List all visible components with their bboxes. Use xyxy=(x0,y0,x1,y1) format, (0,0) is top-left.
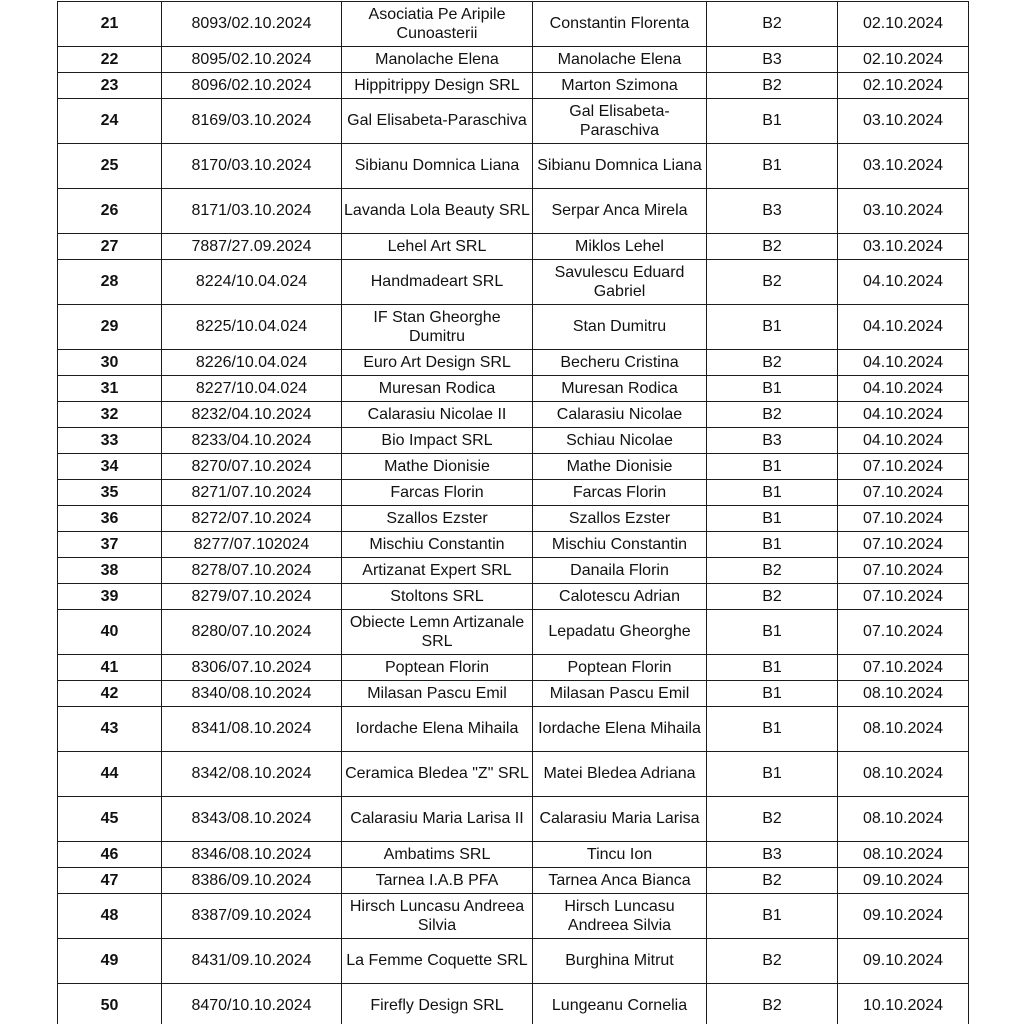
row-number: 43 xyxy=(58,707,162,752)
date: 09.10.2024 xyxy=(838,868,969,894)
person-name: Tarnea Anca Bianca xyxy=(533,868,707,894)
date: 03.10.2024 xyxy=(838,99,969,144)
category: B1 xyxy=(707,610,838,655)
registration-number: 8224/10.04.024 xyxy=(162,260,342,305)
registration-number: 8169/03.10.2024 xyxy=(162,99,342,144)
table-row xyxy=(58,868,969,894)
registration-number: 8170/03.10.2024 xyxy=(162,144,342,189)
entity-name: Handmadeart SRL xyxy=(342,260,533,305)
table-row xyxy=(58,480,969,506)
date: 07.10.2024 xyxy=(838,506,969,532)
row-number: 25 xyxy=(58,144,162,189)
table-row xyxy=(58,681,969,707)
table-row xyxy=(58,402,969,428)
table-row xyxy=(58,73,969,99)
registration-number: 7887/27.09.2024 xyxy=(162,234,342,260)
date: 07.10.2024 xyxy=(838,532,969,558)
date: 04.10.2024 xyxy=(838,376,969,402)
table-row xyxy=(58,454,969,480)
registration-number: 8270/07.10.2024 xyxy=(162,454,342,480)
category: B1 xyxy=(707,752,838,797)
person-name: Poptean Florin xyxy=(533,655,707,681)
row-number: 48 xyxy=(58,894,162,939)
entity-name: La Femme Coquette SRL xyxy=(342,939,533,984)
row-number: 23 xyxy=(58,73,162,99)
registration-number: 8227/10.04.024 xyxy=(162,376,342,402)
row-number: 44 xyxy=(58,752,162,797)
person-name: Tincu Ion xyxy=(533,842,707,868)
registration-number: 8341/08.10.2024 xyxy=(162,707,342,752)
category: B3 xyxy=(707,189,838,234)
table-row xyxy=(58,144,969,189)
row-number: 29 xyxy=(58,305,162,350)
table-row xyxy=(58,584,969,610)
table-row xyxy=(58,376,969,402)
table-row xyxy=(58,797,969,842)
person-name: Hirsch Luncasu Andreea Silvia xyxy=(533,894,707,939)
category: B2 xyxy=(707,2,838,47)
entity-name: Szallos Ezster xyxy=(342,506,533,532)
person-name: Lungeanu Cornelia xyxy=(533,984,707,1024)
registration-number: 8340/08.10.2024 xyxy=(162,681,342,707)
entity-name: Artizanat Expert SRL xyxy=(342,558,533,584)
date: 08.10.2024 xyxy=(838,842,969,868)
date: 03.10.2024 xyxy=(838,189,969,234)
row-number: 50 xyxy=(58,984,162,1024)
category: B3 xyxy=(707,842,838,868)
registration-number: 8232/04.10.2024 xyxy=(162,402,342,428)
table-row xyxy=(58,558,969,584)
entity-name: Euro Art Design SRL xyxy=(342,350,533,376)
table-row xyxy=(58,506,969,532)
entity-name: Ceramica Bledea "Z" SRL xyxy=(342,752,533,797)
entity-name: Asociatia Pe Aripile Cunoasterii xyxy=(342,2,533,47)
entity-name: Lehel Art SRL xyxy=(342,234,533,260)
date: 02.10.2024 xyxy=(838,47,969,73)
person-name: Burghina Mitrut xyxy=(533,939,707,984)
date: 07.10.2024 xyxy=(838,655,969,681)
person-name: Iordache Elena Mihaila xyxy=(533,707,707,752)
date: 04.10.2024 xyxy=(838,402,969,428)
category: B1 xyxy=(707,894,838,939)
category: B2 xyxy=(707,868,838,894)
person-name: Calarasiu Maria Larisa xyxy=(533,797,707,842)
person-name: Lepadatu Gheorghe xyxy=(533,610,707,655)
registration-number: 8271/07.10.2024 xyxy=(162,480,342,506)
registration-number: 8226/10.04.024 xyxy=(162,350,342,376)
person-name: Manolache Elena xyxy=(533,47,707,73)
category: B2 xyxy=(707,939,838,984)
category: B3 xyxy=(707,428,838,454)
registration-number: 8386/09.10.2024 xyxy=(162,868,342,894)
person-name: Szallos Ezster xyxy=(533,506,707,532)
date: 03.10.2024 xyxy=(838,144,969,189)
category: B1 xyxy=(707,655,838,681)
category: B1 xyxy=(707,532,838,558)
table-row xyxy=(58,984,969,1024)
registration-number: 8272/07.10.2024 xyxy=(162,506,342,532)
row-number: 38 xyxy=(58,558,162,584)
registration-number: 8343/08.10.2024 xyxy=(162,797,342,842)
row-number: 40 xyxy=(58,610,162,655)
registration-number: 8280/07.10.2024 xyxy=(162,610,342,655)
registration-number: 8278/07.10.2024 xyxy=(162,558,342,584)
date: 04.10.2024 xyxy=(838,260,969,305)
table-row xyxy=(58,305,969,350)
registration-number: 8346/08.10.2024 xyxy=(162,842,342,868)
person-name: Matei Bledea Adriana xyxy=(533,752,707,797)
category: B1 xyxy=(707,454,838,480)
person-name: Mischiu Constantin xyxy=(533,532,707,558)
person-name: Sibianu Domnica Liana xyxy=(533,144,707,189)
entity-name: Farcas Florin xyxy=(342,480,533,506)
person-name: Farcas Florin xyxy=(533,480,707,506)
category: B2 xyxy=(707,260,838,305)
category: B1 xyxy=(707,707,838,752)
person-name: Muresan Rodica xyxy=(533,376,707,402)
row-number: 24 xyxy=(58,99,162,144)
table-row xyxy=(58,894,969,939)
entity-name: Firefly Design SRL xyxy=(342,984,533,1024)
category: B3 xyxy=(707,47,838,73)
table-row xyxy=(58,428,969,454)
category: B2 xyxy=(707,73,838,99)
date: 09.10.2024 xyxy=(838,894,969,939)
row-number: 37 xyxy=(58,532,162,558)
category: B2 xyxy=(707,402,838,428)
entity-name: Poptean Florin xyxy=(342,655,533,681)
row-number: 30 xyxy=(58,350,162,376)
registration-number: 8279/07.10.2024 xyxy=(162,584,342,610)
person-name: Miklos Lehel xyxy=(533,234,707,260)
table-row xyxy=(58,2,969,47)
date: 07.10.2024 xyxy=(838,480,969,506)
date: 08.10.2024 xyxy=(838,752,969,797)
row-number: 39 xyxy=(58,584,162,610)
date: 07.10.2024 xyxy=(838,454,969,480)
row-number: 28 xyxy=(58,260,162,305)
entity-name: Obiecte Lemn Artizanale SRL xyxy=(342,610,533,655)
person-name: Stan Dumitru xyxy=(533,305,707,350)
registration-number: 8093/02.10.2024 xyxy=(162,2,342,47)
row-number: 46 xyxy=(58,842,162,868)
person-name: Milasan Pascu Emil xyxy=(533,681,707,707)
row-number: 33 xyxy=(58,428,162,454)
registration-number: 8431/09.10.2024 xyxy=(162,939,342,984)
registration-number: 8171/03.10.2024 xyxy=(162,189,342,234)
row-number: 31 xyxy=(58,376,162,402)
entity-name: Bio Impact SRL xyxy=(342,428,533,454)
entity-name: Muresan Rodica xyxy=(342,376,533,402)
date: 08.10.2024 xyxy=(838,681,969,707)
date: 03.10.2024 xyxy=(838,234,969,260)
table-row xyxy=(58,707,969,752)
person-name: Constantin Florenta xyxy=(533,2,707,47)
table-row xyxy=(58,939,969,984)
category: B1 xyxy=(707,506,838,532)
date: 04.10.2024 xyxy=(838,305,969,350)
row-number: 45 xyxy=(58,797,162,842)
date: 02.10.2024 xyxy=(838,2,969,47)
row-number: 41 xyxy=(58,655,162,681)
entity-name: Sibianu Domnica Liana xyxy=(342,144,533,189)
entity-name: Stoltons SRL xyxy=(342,584,533,610)
row-number: 34 xyxy=(58,454,162,480)
category: B2 xyxy=(707,558,838,584)
category: B1 xyxy=(707,99,838,144)
row-number: 35 xyxy=(58,480,162,506)
row-number: 32 xyxy=(58,402,162,428)
date: 04.10.2024 xyxy=(838,428,969,454)
table-row xyxy=(58,655,969,681)
date: 04.10.2024 xyxy=(838,350,969,376)
entity-name: Milasan Pascu Emil xyxy=(342,681,533,707)
person-name: Danaila Florin xyxy=(533,558,707,584)
entity-name: Calarasiu Maria Larisa II xyxy=(342,797,533,842)
date: 08.10.2024 xyxy=(838,707,969,752)
category: B1 xyxy=(707,376,838,402)
entity-name: Iordache Elena Mihaila xyxy=(342,707,533,752)
registration-number: 8342/08.10.2024 xyxy=(162,752,342,797)
entity-name: Mathe Dionisie xyxy=(342,454,533,480)
person-name: Becheru Cristina xyxy=(533,350,707,376)
row-number: 36 xyxy=(58,506,162,532)
person-name: Calotescu Adrian xyxy=(533,584,707,610)
date: 09.10.2024 xyxy=(838,939,969,984)
category: B2 xyxy=(707,984,838,1024)
registration-number: 8233/04.10.2024 xyxy=(162,428,342,454)
row-number: 26 xyxy=(58,189,162,234)
date: 02.10.2024 xyxy=(838,73,969,99)
date: 08.10.2024 xyxy=(838,797,969,842)
entity-name: Ambatims SRL xyxy=(342,842,533,868)
registration-number: 8306/07.10.2024 xyxy=(162,655,342,681)
person-name: Marton Szimona xyxy=(533,73,707,99)
table-row xyxy=(58,752,969,797)
table-row xyxy=(58,842,969,868)
table-row xyxy=(58,234,969,260)
category: B1 xyxy=(707,144,838,189)
table-row xyxy=(58,350,969,376)
entity-name: Gal Elisabeta-Paraschiva xyxy=(342,99,533,144)
entity-name: Manolache Elena xyxy=(342,47,533,73)
entity-name: IF Stan Gheorghe Dumitru xyxy=(342,305,533,350)
registration-number: 8387/09.10.2024 xyxy=(162,894,342,939)
person-name: Savulescu Eduard Gabriel xyxy=(533,260,707,305)
table-row xyxy=(58,189,969,234)
table-row xyxy=(58,610,969,655)
table-row xyxy=(58,47,969,73)
category: B2 xyxy=(707,584,838,610)
row-number: 22 xyxy=(58,47,162,73)
entity-name: Mischiu Constantin xyxy=(342,532,533,558)
person-name: Calarasiu Nicolae xyxy=(533,402,707,428)
date: 07.10.2024 xyxy=(838,610,969,655)
table-row xyxy=(58,532,969,558)
entity-name: Lavanda Lola Beauty SRL xyxy=(342,189,533,234)
registration-number: 8470/10.10.2024 xyxy=(162,984,342,1024)
date: 10.10.2024 xyxy=(838,984,969,1024)
registry-table xyxy=(57,1,969,1024)
entity-name: Calarasiu Nicolae II xyxy=(342,402,533,428)
registration-number: 8095/02.10.2024 xyxy=(162,47,342,73)
row-number: 49 xyxy=(58,939,162,984)
row-number: 27 xyxy=(58,234,162,260)
row-number: 21 xyxy=(58,2,162,47)
table-row xyxy=(58,260,969,305)
row-number: 47 xyxy=(58,868,162,894)
category: B1 xyxy=(707,305,838,350)
category: B1 xyxy=(707,480,838,506)
entity-name: Hippitrippy Design SRL xyxy=(342,73,533,99)
entity-name: Hirsch Luncasu Andreea Silvia xyxy=(342,894,533,939)
person-name: Schiau Nicolae xyxy=(533,428,707,454)
table-row xyxy=(58,99,969,144)
date: 07.10.2024 xyxy=(838,558,969,584)
registration-number: 8225/10.04.024 xyxy=(162,305,342,350)
row-number: 42 xyxy=(58,681,162,707)
entity-name: Tarnea I.A.B PFA xyxy=(342,868,533,894)
date: 07.10.2024 xyxy=(838,584,969,610)
registration-number: 8277/07.102024 xyxy=(162,532,342,558)
category: B2 xyxy=(707,797,838,842)
registration-number: 8096/02.10.2024 xyxy=(162,73,342,99)
category: B2 xyxy=(707,350,838,376)
person-name: Mathe Dionisie xyxy=(533,454,707,480)
registry-table-body xyxy=(58,2,969,1024)
person-name: Gal Elisabeta-Paraschiva xyxy=(533,99,707,144)
person-name: Serpar Anca Mirela xyxy=(533,189,707,234)
category: B2 xyxy=(707,234,838,260)
category: B1 xyxy=(707,681,838,707)
